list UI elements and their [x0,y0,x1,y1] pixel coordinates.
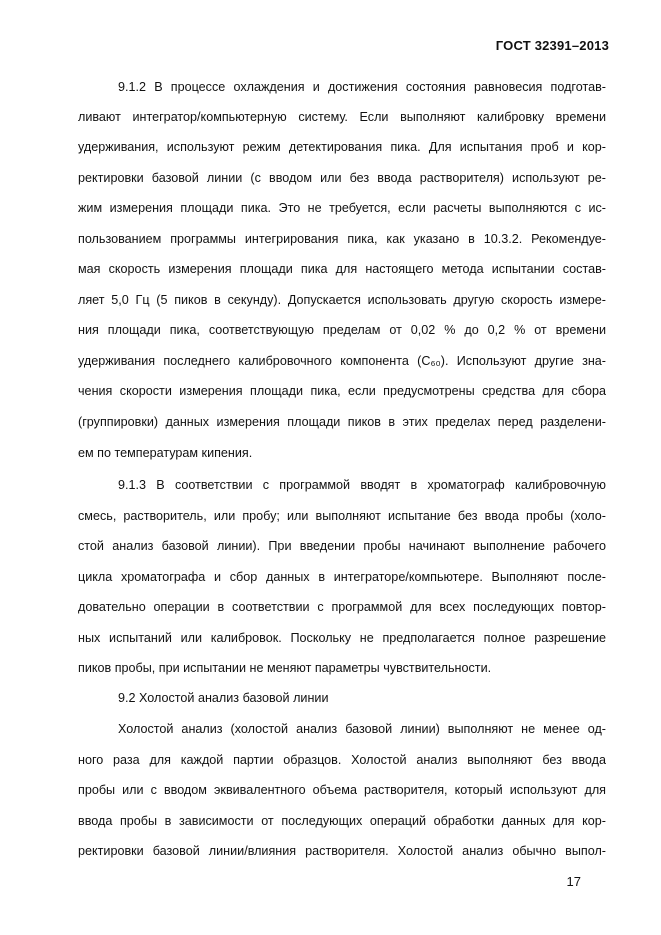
section-heading: 9.2 Холостой анализ базовой линии [118,691,329,705]
text-line: стой анализ базовой линии). При введении пробы начинают выполнение рабочего [78,539,606,553]
text-line: 9.1.3 В соответствии с программой вводят в хроматограф калибровочную [118,478,606,492]
text-line: цикла хроматографа и сбор данных в интеграторе/компьютере. Выполняют после- [78,570,606,584]
text-line: 9.1.2 В процессе охлаждения и достижения состояния равновесия подготав- [118,80,606,94]
text-line: довательно операции в соответствии с программой для всех последующих повтор- [78,600,606,614]
text-line: ем по температурам кипения. [78,446,253,460]
text-line: удерживания последнего калибровочного компонента (C₆₀). Используют другие зна- [78,354,606,368]
text-line: смесь, растворитель, или пробу; или выполняют испытание без ввода пробы (холо- [78,509,606,523]
text-line: ректировки базовой линии/влияния растворителя. Холостой анализ обычно выпол- [78,844,606,858]
text-line: ного раза для каждой партии образцов. Холостой анализ выполняют без ввода [78,753,606,767]
text-line: ввода пробы в зависимости от последующих операций обработки данных для кор- [78,814,606,828]
text-line: ректировки базовой линии (с вводом или без ввода растворителя) используют ре- [78,171,606,185]
text-line: удерживания, используют режим детектирования пика. Для испытания проб и кор- [78,140,606,154]
page-number: 17 [566,874,581,889]
standard-header: ГОСТ 32391–2013 [495,38,609,53]
text-line: пробы или с вводом эквивалентного объема растворителя, который используют для [78,783,606,797]
text-line: ных испытаний или калибровок. Поскольку не предполагается полное разрешение [78,631,606,645]
text-line: Холостой анализ (холостой анализ базовой линии) выполняют не менее од- [118,722,606,736]
text-line: ния площади пика, соответствующую пределам от 0,02 % до 0,2 % от времени [78,323,606,337]
text-line: ляет 5,0 Гц (5 пиков в секунду). Допускается использовать другую скорость измере- [78,293,606,307]
text-line: (группировки) данных измерения площади пиков в этих пределах перед разделени- [78,415,606,429]
text-line: ливают интегратор/компьютерную систему. Если выполняют калибровку времени [78,110,606,124]
text-line: пользованием программы интегрирования пика, как указано в 10.3.2. Рекомендуе- [78,232,606,246]
text-line: жим измерения площади пика. Это не требуется, если расчеты выполняются с ис- [78,201,606,215]
text-line: пиков пробы, при испытании не меняют параметры чувствительности. [78,661,492,675]
text-line: чения скорости измерения площади пика, если предусмотрены средства для сбора [78,384,606,398]
text-line: мая скорость измерения площади пика для настоящего метода испытании состав- [78,262,606,276]
